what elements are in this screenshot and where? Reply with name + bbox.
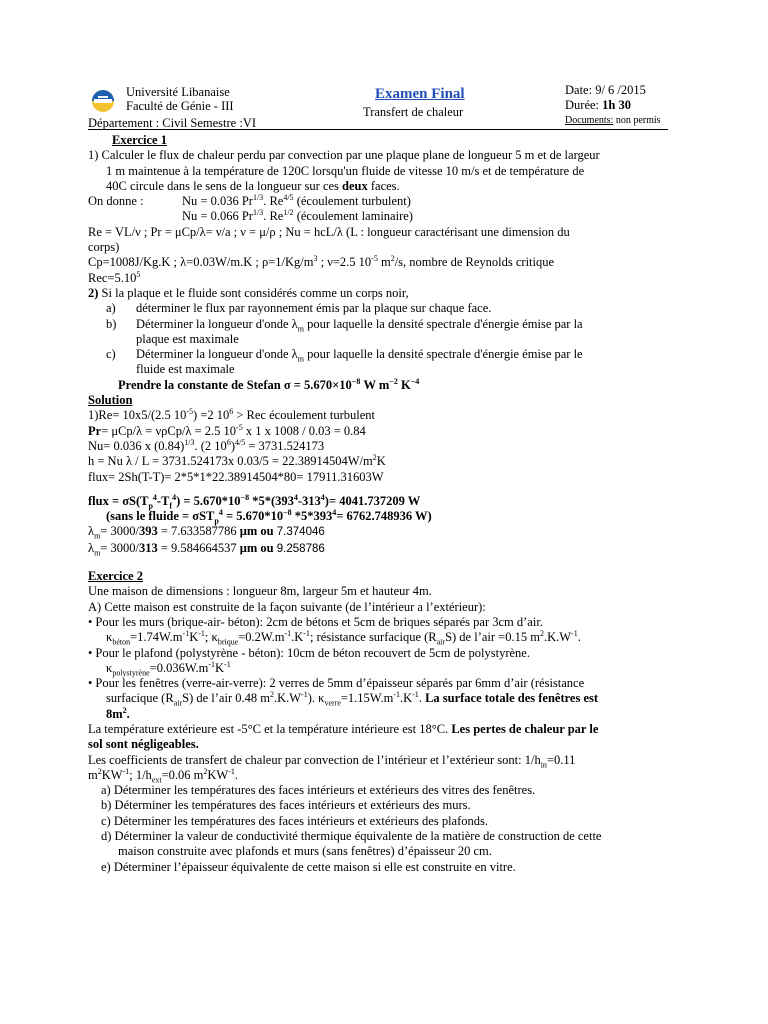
exam-documents: Documents: non permis — [565, 115, 661, 126]
ex2-question-d-line2: maison construite avec plafonds et murs (sans fenêtres) d’épaisseur 20 cm. — [118, 844, 492, 859]
exam-header — [88, 83, 668, 133]
solution-prandtl: Pr= μCp/λ = νρCp/λ = 2.5 $10^{-5}$ x 1 x 1008 / 0.03 = 0.84 — [88, 422, 366, 438]
ex2-windows: • Pour les fenêtres (verre-air-verre): 2 verres de 5mm d’épaisseur séparés par 6mm d’air (résistance — [88, 676, 680, 691]
ex2-windows-line3: $8m^2$. — [106, 705, 130, 721]
solution-h-coefficient: h = Nu λ / L = 3731.524173x $0.03/5 = 22.38914504W/m^2K$ — [88, 453, 386, 469]
solution-wavelength-fluid: $\lambda_m= 3000/313 = 9.584664537$ μm ou 9.258786 — [88, 540, 325, 558]
solution-nusselt: Nu= 0.036 x $(0.84)^{1/3}$. (2 $10^6)^{4/5} = 3731.524173$ — [88, 437, 325, 453]
ex2-question-b: b) Déterminer les températures des faces intérieurs et extérieurs des murs. — [101, 798, 471, 813]
ex2-walls-conductivity: $\kappa_{béton}=1.74W.m^{-1}K^{-1}$; $\kappa_{brique}=0.2W.m^{-1}.K^{-1}$; résistance surfacique $(R_{air}S)$ de l’air =0.15 $m^2.K.W^{-1}$. — [106, 629, 581, 647]
exam-meta — [565, 83, 661, 128]
solution-title: Solution — [88, 393, 133, 408]
faculty-name: Faculté de Génie - III — [126, 99, 234, 113]
exercise-1-title: Exercice 1 — [112, 133, 167, 147]
ex2-question-d: d) Déterminer la valeur de conductivité thermique équivalente de la matière de construction de cette — [101, 829, 602, 844]
header-rule — [88, 129, 668, 130]
stefan-constant: Prendre la constante de Stefan $\sigma = 5.670\times 10^{-8}$ W $m^{-2}$ $K^{-4}$ — [118, 376, 420, 392]
ex1-question-1: 1) Calculer le flux de chaleur perdu par convection par une plaque plane de longueur 5 m et de largeur — [88, 148, 600, 163]
ex2-question-e: e) Déterminer l’épaisseur équivalente de cette maison si elle est construite en vitre. — [101, 859, 516, 874]
ex1-question-1-line3: 40C circule dans le sens de la longueur sur ces deux faces. — [106, 178, 400, 193]
ex1-question-1-line2: 1 m maintenue à la température de 120C lorsqu'un fluide de vitesse 10 m/s et de température de — [106, 163, 585, 178]
university-logo — [90, 88, 116, 114]
ex1-question-2b-line2: plaque est maximale — [136, 331, 239, 346]
ex1-question-2c-line2: fluide est maximale — [136, 362, 235, 377]
ex2-ceiling: • Pour le plafond (polystyrène - béton): 10cm de béton recouvert de 5cm de polystyrène. — [88, 646, 680, 661]
course-name: Transfert de chaleur — [363, 105, 464, 119]
ex1-question-2c: c) Déterminer la longueur d'onde $\lambda_m$ pour laquelle la densité spectrale d'énergie émise par le — [106, 347, 583, 364]
solution-reynolds: 1)Re= 10x5/(2.5 $10^{-5}) =2$ $10^6$ > Rec écoulement turbulent — [88, 407, 375, 423]
ex1-question-2b: b) Déterminer la longueur d'onde $\lambda_m$ pour laquelle la densité spectrale d'énergie émise par la — [106, 316, 583, 334]
given-nu-laminar: Nu = 0.066 $Pr^{1/3}$. $Re^{1/2}$ (écoulement laminaire) — [182, 208, 413, 224]
solution-convection-flux: flux= 2Sh(T-T)= 2*5*1*22.38914504*80= 17911.31603W — [88, 469, 384, 484]
ex2-question-c: c) Déterminer les températures des faces intérieurs et extérieurs des plafonds. — [101, 813, 488, 828]
solution-wavelength-plate: $\lambda_m= 3000/393 = 7.633587786$ μm ou 7.374046 — [88, 524, 325, 541]
department-line: Département : Civil Semestre :VI — [88, 116, 257, 130]
exam-title: Examen Final — [375, 86, 465, 102]
definitions-line2: corps) — [88, 240, 120, 255]
definitions: Re = VL/ν ; Pr = μCp/λ= ν/a ; ν = μ/ρ ; Nu = hcL/λ (L : longueur caractérisant une dimension du — [88, 224, 570, 239]
exam-date: Date: 9/ 6 /2015 — [565, 83, 646, 97]
ex2-temperatures-line2: sol sont négligeables. — [88, 737, 199, 752]
ex1-question-2a: a) déterminer le flux par rayonnement émis par la plaque sur chaque face. — [106, 301, 492, 316]
university-block — [126, 85, 234, 113]
ex2-part-a: A) Cette maison est construite de la façon suivante (de l’intérieur a l’extérieur): — [88, 599, 486, 614]
university-name: Université Libanaise — [126, 85, 230, 99]
ex1-question-2: 2) Si la plaque et le fluide sont considérés comme un corps noir, — [88, 285, 409, 300]
ex2-temperatures: La température extérieure est -5°C et la température intérieure est 18°C. Les pertes de chaleur par le — [88, 721, 599, 736]
ex2-convection-coefficients: Les coefficients de transfert de chaleur par convection de l’intérieur et l’extérieur sont: $1/h_{in}=0.11$ — [88, 752, 576, 770]
fluid-properties: Cp=1008J/Kg.K ; λ=0.03W/m.K ; $\rho=1/Kg/m^3$ ; ν=2.5 $10^{-5}$ $m^2/s$, nombre de Reynolds critique — [88, 254, 555, 270]
ex2-walls: • Pour les murs (brique-air- béton): 2cm de bétons et 5cm de briques séparés par 3cm d’air. — [88, 615, 680, 630]
solution-radiation-flux-no-fluid: (sans le fluide = $\sigma ST_p^4 = 5.670*10^{-8}$ $*5*393^4= 6762.748936$ W) — [106, 507, 432, 526]
ex2-windows-line2: surfacique $(R_{air}S)$ de l’air 0.48 $m^2.K.W^{-1}$). $\kappa_{verre}=1.15W.m^{-1}.K^{-1}$. La surface totale des fenêtres est — [106, 690, 599, 708]
solution-radiation-flux: flux = $\sigma S(T_p^4-T_f^4) = 5.670*10^{-8}$ $*5*(393^4-313^4)= 4041.737209$ W — [88, 492, 421, 511]
exam-duration: Durée: 1h 30 — [565, 98, 631, 112]
critical-reynolds: $Rec=5.10^5$ — [88, 269, 141, 285]
ex2-question-a: a) Déterminer les températures des faces intérieurs et extérieurs des vitres des fenêtres. — [101, 783, 536, 798]
exam-content — [88, 133, 680, 875]
exercise-2-title: Exercice 2 — [88, 569, 143, 584]
ex2-ceiling-conductivity: $\kappa_{polystyrène}=0.036W.m^{-1}K^{-1}$ — [106, 659, 231, 678]
ex2-convection-coefficients-line2: $m^2KW^{-1}$; $1/h_{ext}=0.06$ $m^2KW^{-1}$. — [88, 766, 238, 785]
ex2-intro: Une maison de dimensions : longueur 8m, largeur 5m et hauteur 4m. — [88, 584, 432, 599]
given-nu-turbulent: On donne : Nu = 0.036 $Pr^{1/3}$. $Re^{4/5}$ (écoulement turbulent) — [88, 193, 411, 209]
